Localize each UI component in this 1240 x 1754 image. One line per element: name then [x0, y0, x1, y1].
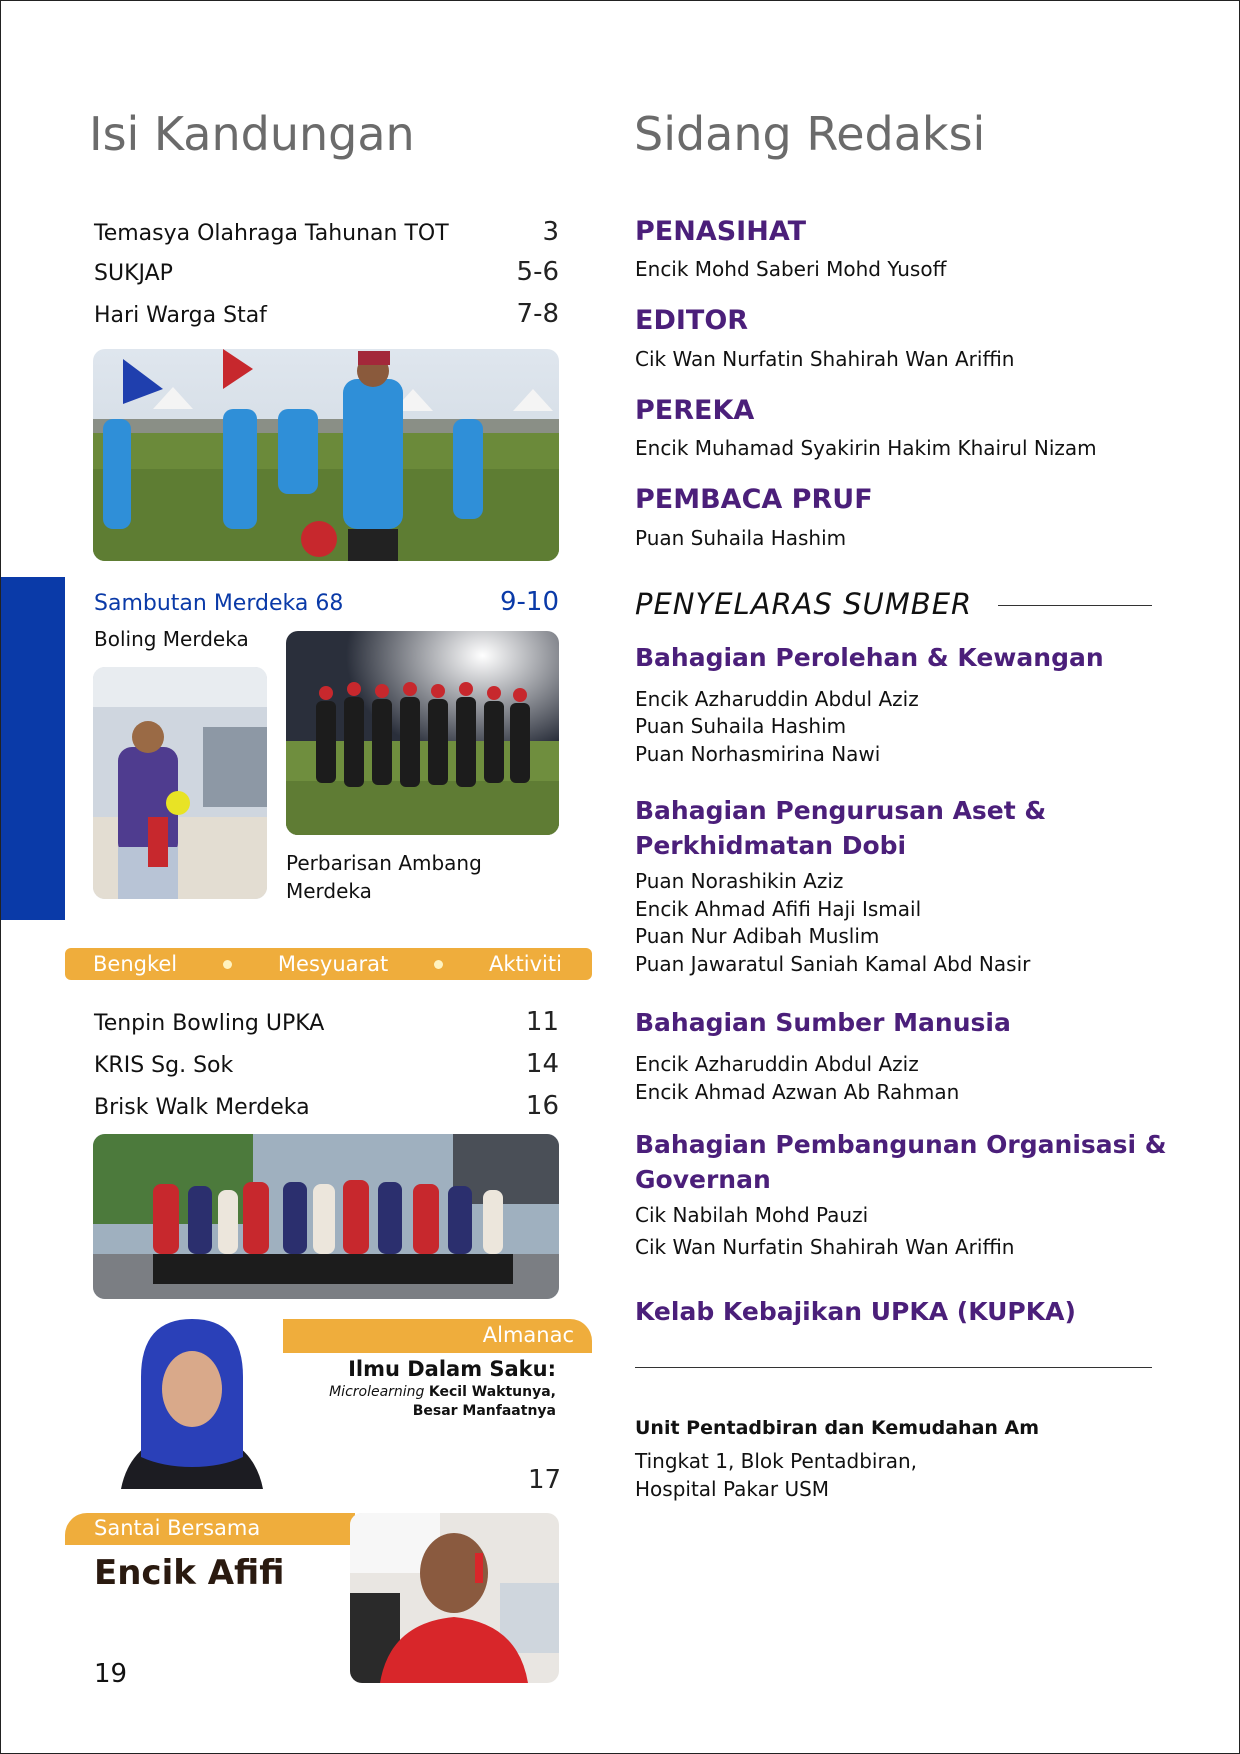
role-pembaca-pruf: PEMBACA PRUF: [635, 484, 873, 515]
toc-item-page: 5-6: [516, 257, 559, 287]
unit-title: Unit Pentadbiran dan Kemudahan Am: [635, 1417, 1040, 1439]
almanac-sub-italic: Microlearning: [329, 1384, 425, 1400]
divider: [635, 1367, 1152, 1368]
toc-item-title: Hari Warga Staf: [94, 303, 267, 328]
person-name: Encik Mohd Saberi Mohd Yusoff: [635, 257, 947, 281]
toc-item-page: 14: [525, 1049, 559, 1079]
toc-item-title: Temasya Olahraga Tahunan TOT: [94, 221, 449, 246]
toc-item[interactable]: [94, 1049, 559, 1079]
bullet-icon: [434, 960, 443, 969]
brisk-walk-photo: [93, 1134, 559, 1299]
person-name: Cik Wan Nurfatin Shahirah Wan Ariffin: [635, 347, 1015, 371]
role-editor: EDITOR: [635, 305, 749, 336]
person-name: Encik Ahmad Azwan Ab Rahman: [635, 1080, 960, 1104]
editorial-heading: Sidang Redaksi: [634, 107, 986, 161]
section-accent-bar: [1, 577, 65, 920]
person-name: Puan Norashikin Aziz: [635, 869, 844, 893]
person-name: Encik Ahmad Afifi Haji Ismail: [635, 897, 922, 921]
category-mesyuarat[interactable]: Mesyuarat: [277, 952, 389, 976]
toc-item-page: 3: [542, 217, 559, 247]
dept-aset-line2: Perkhidmatan Dobi: [635, 831, 907, 860]
toc-item-page: 11: [525, 1007, 559, 1037]
sports-day-photo: [93, 349, 559, 561]
person-name: Puan Suhaila Hashim: [635, 714, 847, 738]
person-name: Puan Nur Adibah Muslim: [635, 924, 880, 948]
toc-item-page: 7-8: [516, 299, 559, 329]
dept-sumber-manusia: Bahagian Sumber Manusia: [635, 1008, 1011, 1037]
santai-tab: Santai Bersama: [65, 1513, 355, 1545]
category-strip: [65, 948, 592, 980]
person-name: Cik Nabilah Mohd Pauzi: [635, 1203, 869, 1227]
toc-heading: Isi Kandungan: [89, 107, 415, 161]
dept-perolehan: Bahagian Perolehan & Kewangan: [635, 643, 1104, 672]
santai-portrait: [350, 1513, 559, 1683]
divider: [998, 605, 1152, 606]
person-name: Encik Azharuddin Abdul Aziz: [635, 1052, 919, 1076]
dept-aset: Bahagian Pengurusan Aset &: [635, 796, 1047, 825]
toc-item[interactable]: [94, 299, 559, 329]
address-line: Tingkat 1, Blok Pentadbiran,: [635, 1449, 917, 1473]
toc-item-page: 16: [525, 1091, 559, 1121]
person-name: Puan Norhasmirina Nawi: [635, 742, 881, 766]
almanac-sub-bold: Kecil Waktunya,: [428, 1384, 556, 1400]
dept-pembangunan-line2: Governan: [635, 1165, 771, 1194]
toc-item-merdeka[interactable]: [94, 587, 559, 617]
category-bengkel[interactable]: Bengkel: [93, 952, 178, 976]
toc-item[interactable]: [94, 217, 559, 247]
bullet-icon: [223, 960, 232, 969]
role-penasihat: PENASIHAT: [635, 216, 807, 247]
almanac-page: 17: [528, 1465, 562, 1495]
toc-item[interactable]: [94, 1007, 559, 1037]
parade-photo: [286, 631, 559, 835]
role-pereka: PEREKA: [635, 395, 755, 426]
toc-item-title: KRIS Sg. Sok: [94, 1053, 234, 1078]
almanac-sub-bold: Besar Manfaatnya: [412, 1403, 556, 1419]
unit-address: [635, 1447, 917, 1503]
almanac-portrait: [101, 1317, 283, 1489]
person-name: Encik Azharuddin Abdul Aziz: [635, 687, 919, 711]
caption-boling: Boling Merdeka: [94, 627, 249, 651]
toc-item-title: SUKJAP: [94, 261, 173, 286]
toc-item-title: Sambutan Merdeka 68: [94, 591, 344, 616]
person-name: Puan Jawaratul Saniah Kamal Abd Nasir: [635, 952, 1031, 976]
penyelaras-heading: PENYELARAS SUMBER: [635, 587, 973, 621]
toc-item[interactable]: [94, 257, 559, 287]
dept-kelab: Kelab Kebajikan UPKA (KUPKA): [635, 1297, 1076, 1326]
toc-item-title: Brisk Walk Merdeka: [94, 1095, 310, 1120]
almanac-subtitle: [329, 1383, 556, 1421]
toc-item-title: Tenpin Bowling UPKA: [94, 1011, 325, 1036]
address-line: Hospital Pakar USM: [635, 1477, 830, 1501]
santai-name: Encik Afifi: [94, 1553, 285, 1593]
person-name: Encik Muhamad Syakirin Hakim Khairul Nizam: [635, 436, 1097, 460]
category-aktiviti[interactable]: Aktiviti: [489, 952, 562, 976]
page-number: 19: [94, 1659, 128, 1689]
caption-perbarisan: Perbarisan Ambang Merdeka: [286, 851, 482, 903]
almanac-title: Ilmu Dalam Saku:: [348, 1357, 556, 1381]
toc-item[interactable]: [94, 1091, 559, 1121]
bowling-photo: [93, 667, 267, 899]
person-name: Puan Suhaila Hashim: [635, 526, 847, 550]
toc-item-page: 9-10: [499, 587, 559, 617]
dept-pembangunan: Bahagian Pembangunan Organisasi &: [635, 1130, 1167, 1159]
person-name: Cik Wan Nurfatin Shahirah Wan Ariffin: [635, 1235, 1015, 1259]
almanac-tab: Almanac: [216, 1319, 592, 1353]
